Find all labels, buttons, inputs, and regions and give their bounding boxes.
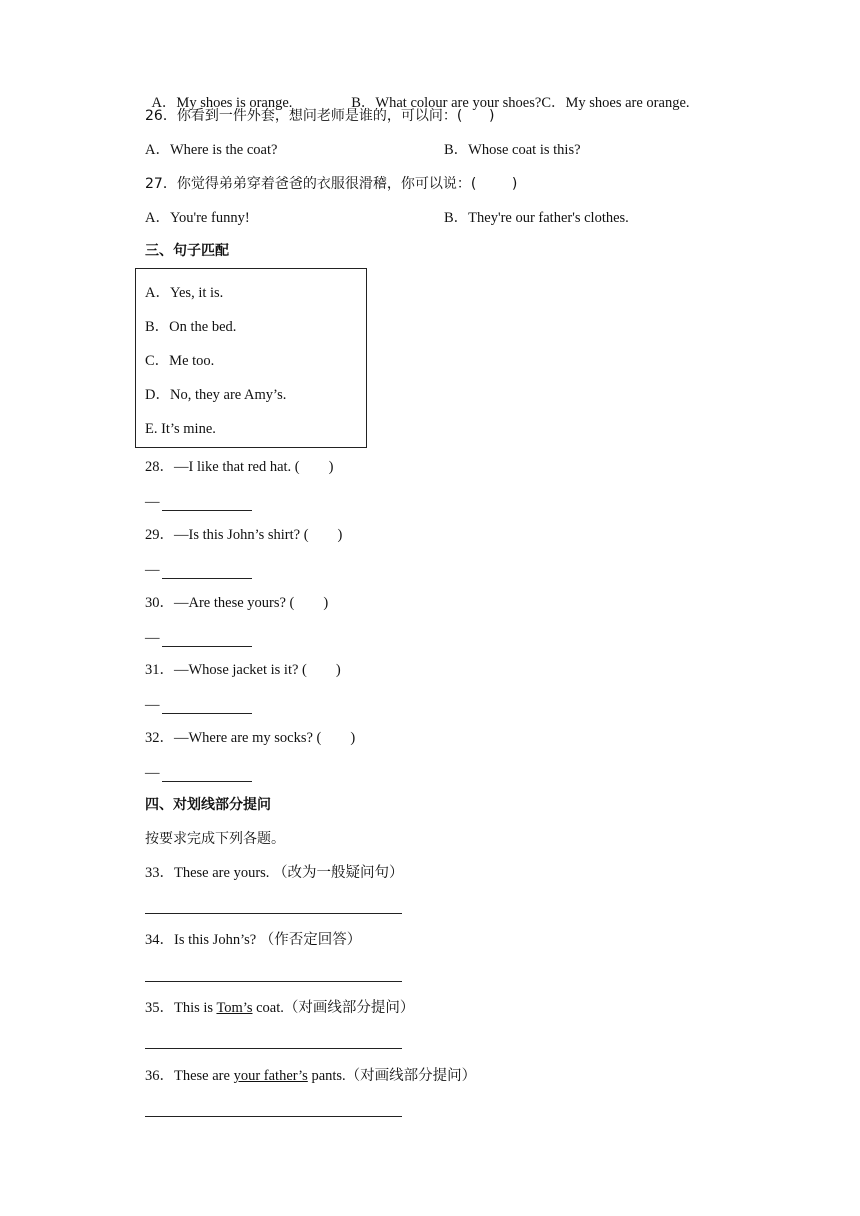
- q26-stem: 26．你看到一件外套，想问老师是谁的，可以问：( ): [145, 108, 495, 124]
- q32: 32．—Where are my socks? ( ): [145, 730, 356, 746]
- box-option-d: D．No, they are Amy’s.: [145, 387, 287, 403]
- section3-title: 三、句子匹配: [145, 243, 229, 259]
- answer-dash: —: [145, 494, 160, 510]
- q35-prefix: 35．This is: [145, 1000, 217, 1016]
- q25-option-b: B．What colour are your shoes?: [351, 95, 542, 111]
- section4-instruction: 按要求完成下列各题。: [145, 831, 285, 847]
- box-option-b: B．On the bed.: [145, 319, 237, 335]
- answer-blank[interactable]: [162, 699, 252, 714]
- q35-answer-line[interactable]: [145, 1048, 402, 1049]
- answer-dash: —: [145, 630, 160, 646]
- q35-suffix: coat.（对画线部分提问）: [252, 1000, 415, 1016]
- q29-answer-line[interactable]: [145, 562, 252, 579]
- q35-underlined: Tom’s: [216, 1000, 253, 1016]
- q27-option-b: B．They're our father's clothes.: [444, 210, 629, 226]
- q36-answer-line[interactable]: [145, 1116, 402, 1117]
- q27-option-a: A．You're funny!: [145, 210, 250, 226]
- q34: 34．Is this John’s? （作否定回答）: [145, 932, 362, 948]
- answer-blank[interactable]: [162, 632, 252, 647]
- answer-blank[interactable]: [162, 496, 252, 511]
- box-option-c: C．Me too.: [145, 353, 215, 369]
- q33-answer-line[interactable]: [145, 913, 402, 914]
- answer-blank[interactable]: [162, 767, 252, 782]
- q36-prefix: 36．These are: [145, 1068, 234, 1084]
- q25-option-c: C．My shoes are orange.: [541, 95, 690, 111]
- q36: [145, 1066, 476, 1086]
- q32-answer-line[interactable]: [145, 765, 252, 782]
- q30: 30．—Are these yours? ( ): [145, 595, 329, 611]
- q26-option-b: B．Whose coat is this?: [444, 142, 581, 158]
- q33: 33．These are yours. （改为一般疑问句）: [145, 865, 404, 881]
- q34-answer-line[interactable]: [145, 981, 402, 982]
- q26-option-a: A．Where is the coat?: [145, 142, 278, 158]
- answer-dash: —: [145, 697, 160, 713]
- q28-answer-line[interactable]: [145, 494, 252, 511]
- q29: 29．—Is this John’s shirt? ( ): [145, 527, 343, 543]
- q25-option-a: A．My shoes is orange.: [151, 95, 293, 111]
- section4-title: 四、对划线部分提问: [145, 797, 271, 813]
- q28: 28．—I like that red hat. ( ): [145, 459, 334, 475]
- box-option-a: A．Yes, it is.: [145, 285, 224, 301]
- q30-answer-line[interactable]: [145, 630, 252, 647]
- q36-suffix: pants.（对画线部分提问）: [307, 1068, 477, 1084]
- q27-stem: 27．你觉得弟弟穿着爸爸的衣服很滑稽，你可以说：( ): [145, 176, 518, 192]
- answer-dash: —: [145, 562, 160, 578]
- q36-underlined: your father’s: [233, 1068, 308, 1084]
- q31-answer-line[interactable]: [145, 697, 252, 714]
- q31: 31．—Whose jacket is it? ( ): [145, 662, 341, 678]
- box-option-e: E. It’s mine.: [145, 421, 216, 437]
- answer-options-box: [135, 268, 367, 448]
- answer-dash: —: [145, 765, 160, 781]
- answer-blank[interactable]: [162, 564, 252, 579]
- q35: [145, 998, 414, 1018]
